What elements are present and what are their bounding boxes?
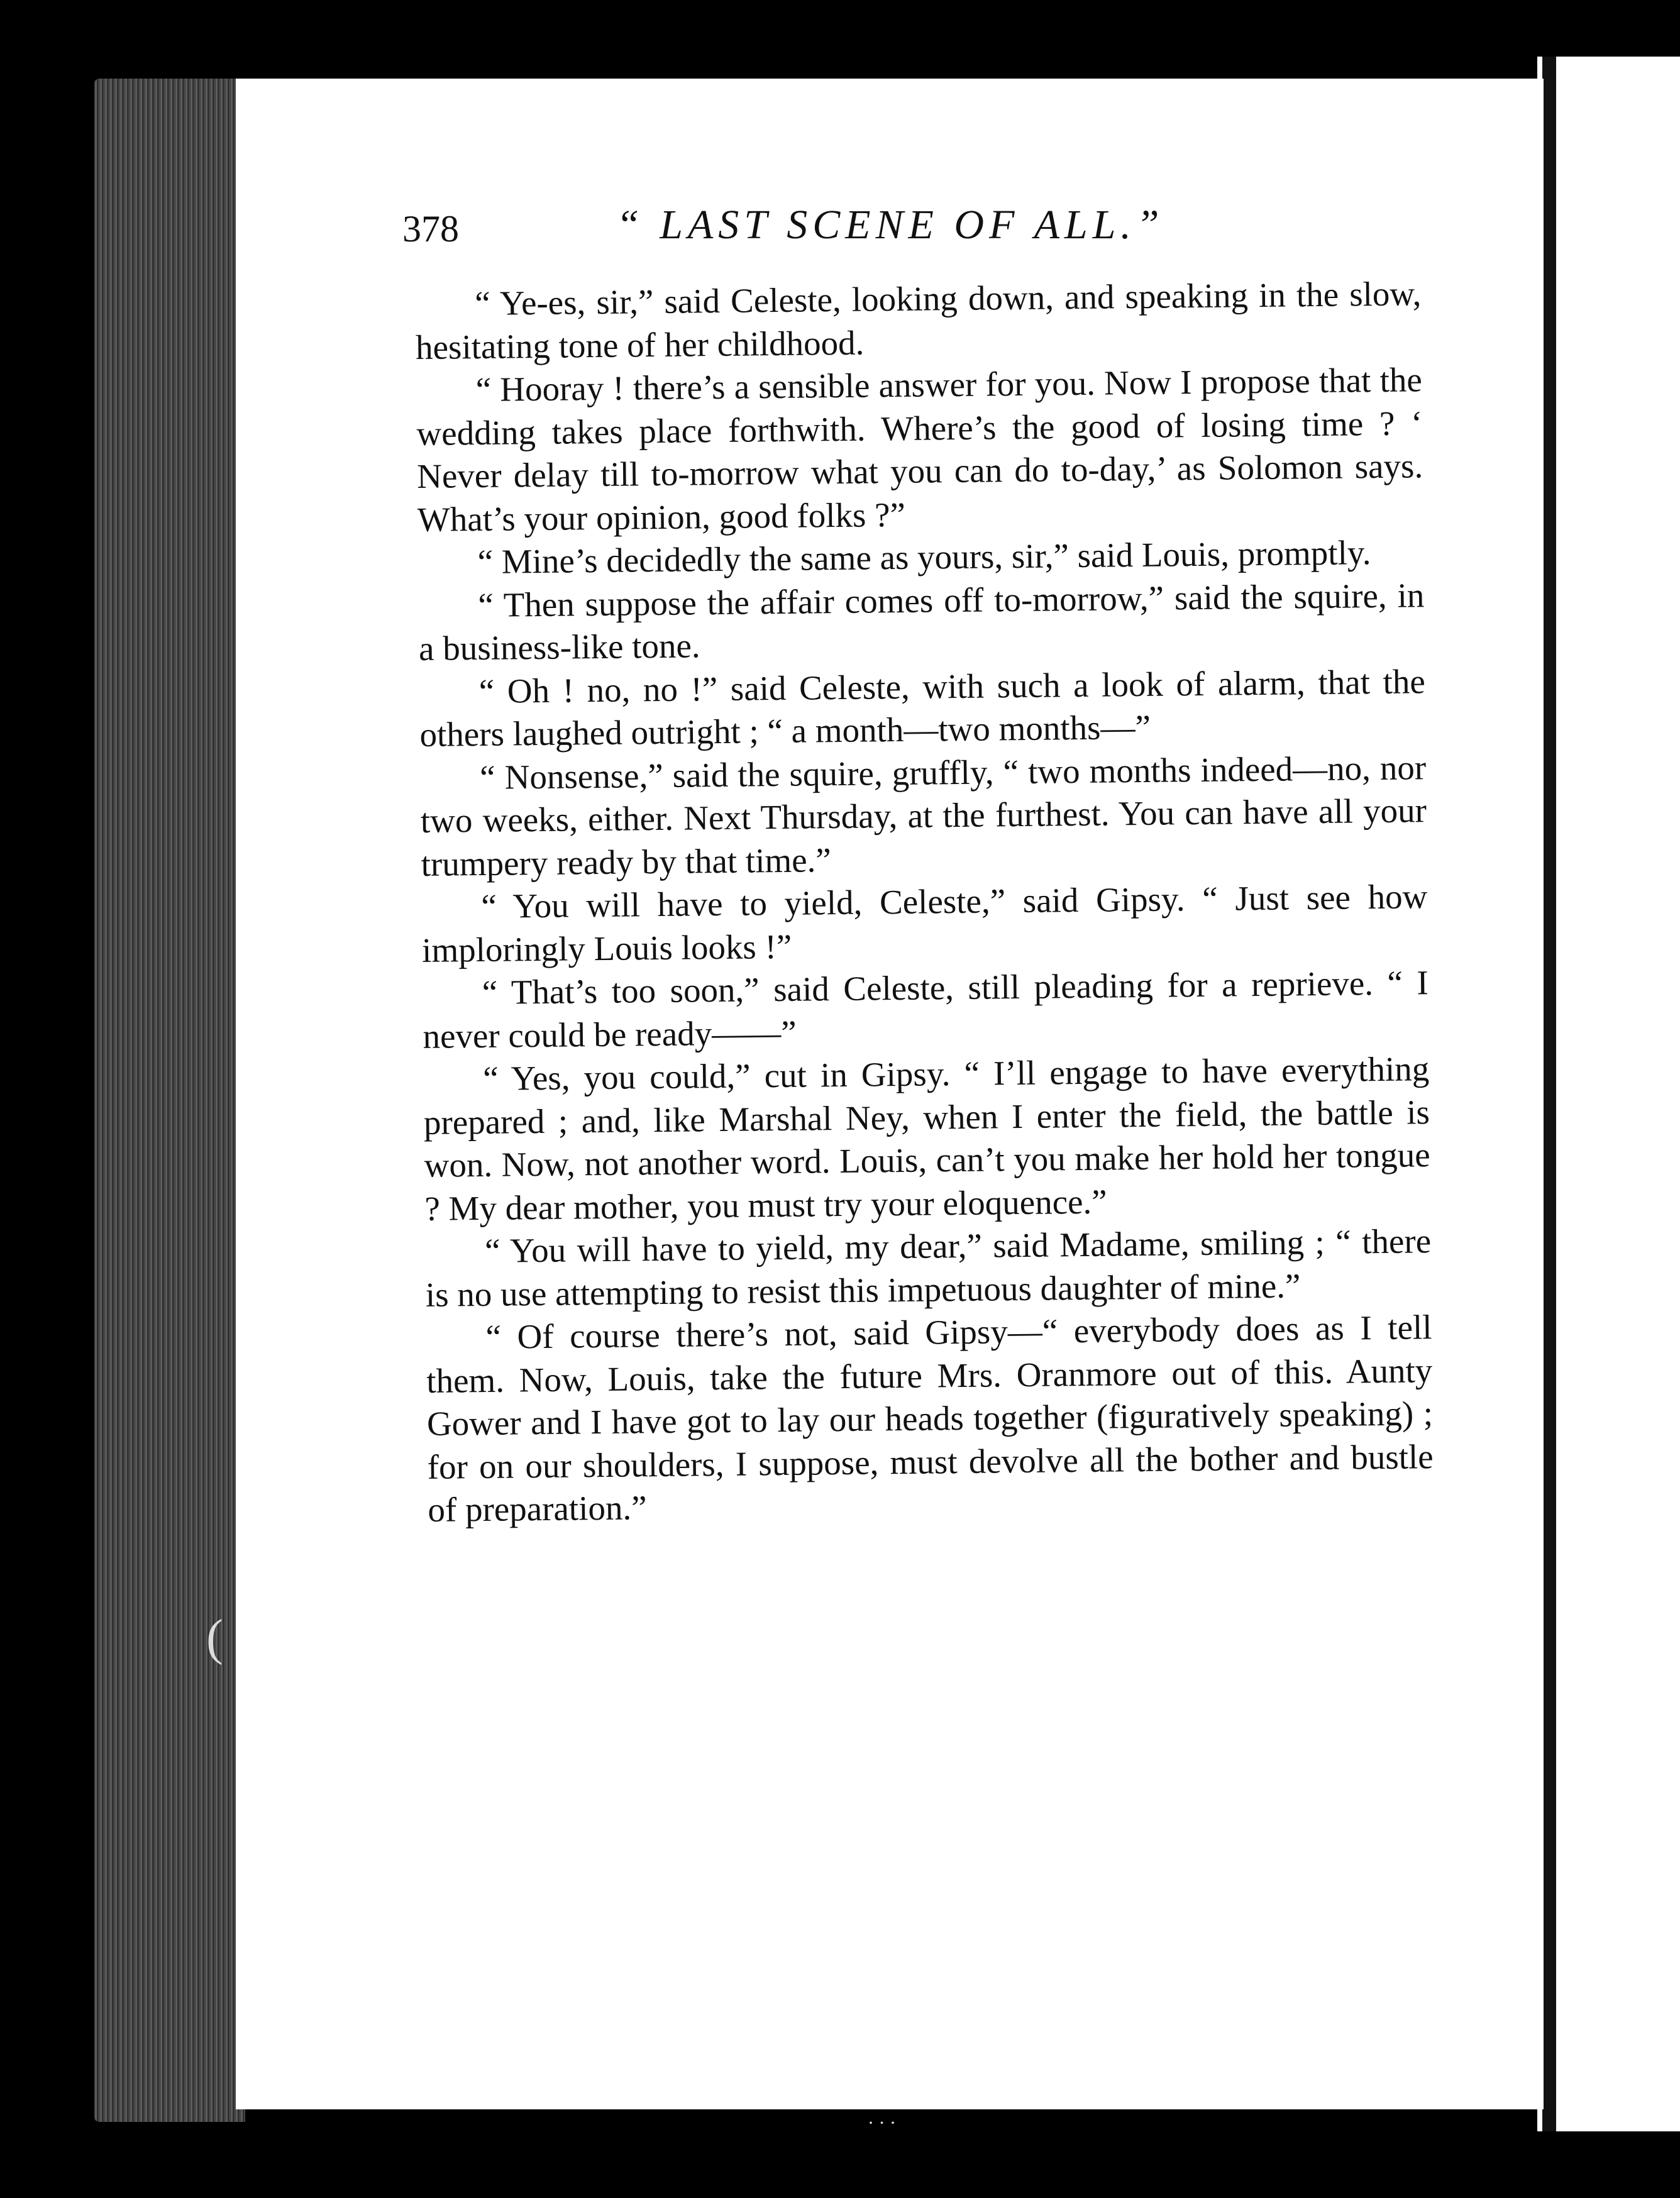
scan-specks: · · ·: [868, 2112, 896, 2133]
paragraph: “ Ye-es, sir,” said Celeste, looking down, and speaking in the slow, hesitating tone of her childhood.: [415, 274, 1422, 367]
paragraph: “ Nonsense,” said the squire, gruffly, “ two months indeed—no, nor two weeks, either. Next Thursday, at the furthest. You can have all your trumpery ready by that time.”: [420, 748, 1427, 883]
page-header: [402, 201, 1509, 270]
adjacent-page-gutter: [1542, 57, 1556, 2131]
paragraph: “ Oh ! no, no !” said Celeste, with such a look of alarm, that the others laughed outright ; “ a month—two months—”: [419, 661, 1426, 754]
paragraph: “ Mine’s decidedly the same as yours, sir,” said Louis, promptly.: [477, 533, 1371, 581]
paragraph: “ Then suppose the affair comes off to-morrow,” said the squire, in a business-like tone.: [418, 575, 1425, 668]
paragraph: “ Yes, you could,” cut in Gipsy. “ I’ll engage to have everything prepared ; and, like Marshal Ney, when I enter the field, the battle is won. Now, not another word. Louis, can’t you make her hold her tongue ? My dear mother, you must try your eloquence.”: [423, 1049, 1430, 1228]
body-text: [415, 272, 1434, 1532]
page-number: 378: [402, 208, 459, 250]
paragraph: “ Hooray ! there’s a sensible answer for you. Now I propose that the wedding takes place forthwith. Where’s the good of losing time ? ‘ Never delay till to-morrow what you can do to-day,’ as Solomon says. What’s your opinion, good folks ?”: [416, 360, 1423, 539]
adjacent-page: [1537, 57, 1680, 2131]
paragraph: “ You will have to yield, my dear,” said Madame, smiling ; “ there is no use attempting to resist this impetuous daughter of mine.”: [425, 1222, 1432, 1314]
paragraph: “ Of course there’s not, said Gipsy—“ everybody does as I tell them. Now, Louis, take the future Mrs. Oranmore out of this. Aunty Gower and I have got to lay our heads together (figuratively speaking) ; for on our shoulders, I suppose, must devolve all the bother and bustle of preparation.”: [426, 1308, 1434, 1529]
margin-bracket-mark: (: [206, 1610, 223, 1665]
running-title: “ LAST SCENE OF ALL.”: [616, 202, 1164, 248]
paragraph: “ You will have to yield, Celeste,” said Gipsy. “ Just see how imploringly Louis looks !”: [421, 877, 1428, 969]
paragraph: “ That’s too soon,” said Celeste, still pleading for a reprieve. “ I never could be ready——”: [423, 963, 1429, 1056]
book-page-edges: [94, 79, 245, 2122]
